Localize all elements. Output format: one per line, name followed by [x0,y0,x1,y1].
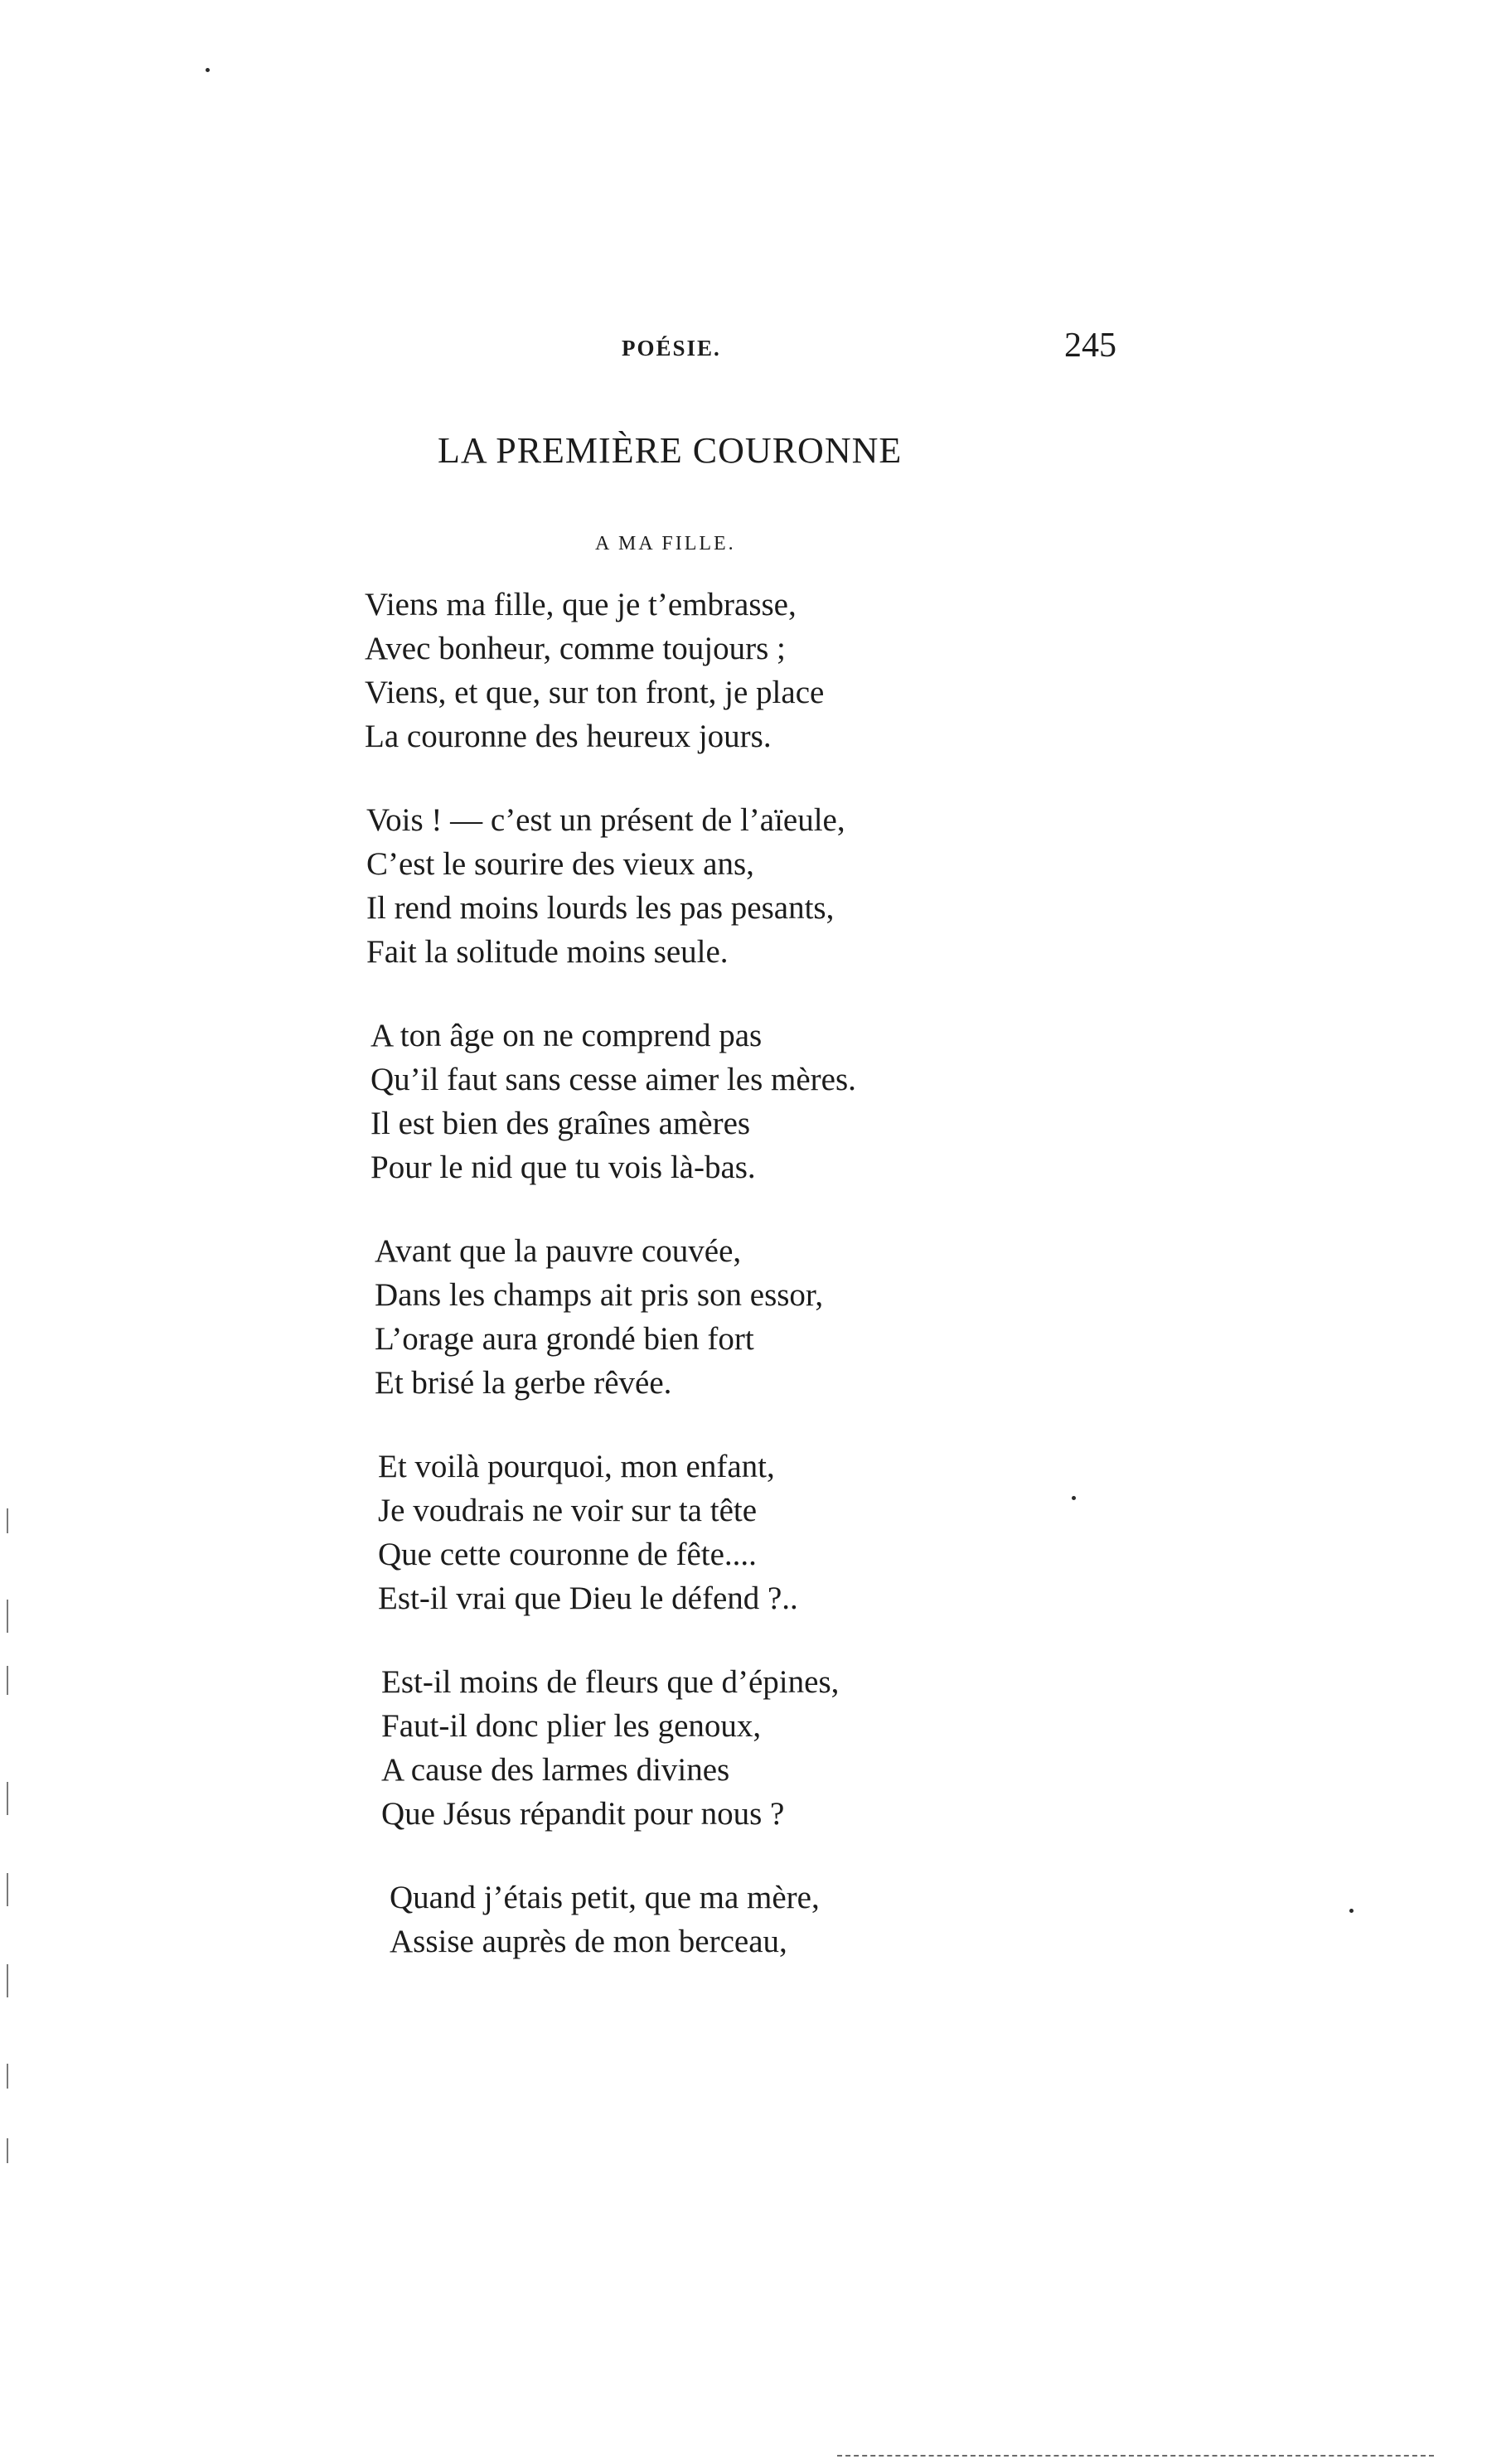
scan-edge-mark [7,1782,8,1815]
verse-line: A ton âge on ne comprend pas [370,1018,763,1053]
verse-line: Fait la solitude moins seule. [366,934,729,970]
page-number: 245 [1064,327,1116,365]
verse-line: Viens ma fille, que je t’embrasse, [365,587,797,622]
stanza-3 [370,1014,1111,1189]
verse-line: Pour le nid que tu vois là-bas. [370,1150,756,1185]
verse-line: Avec bonheur, comme toujours ; [365,631,786,666]
verse-line: Il rend moins lourds les pas pesants, [366,890,835,926]
verse-line: Et voilà pourquoi, mon enfant, [378,1449,775,1484]
verse-line: Avant que la pauvre couvée, [375,1233,742,1269]
ink-speck [1072,1496,1076,1500]
verse-line: Je voudrais ne voir sur ta tête [378,1493,758,1528]
verse-line: A cause des larmes divines [381,1752,730,1788]
scan-edge-mark [7,2064,8,2089]
verse-line: Que Jésus répandit pour nous ? [381,1796,785,1832]
scan-edge-mark [7,1964,8,1997]
verse-line: C’est le sourire des vieux ans, [366,846,754,882]
bottom-edge-rule [837,2455,1434,2457]
stanza-1 [365,583,1111,758]
poem-body [365,583,1111,2003]
stanza-5 [378,1445,1111,1620]
verse-line: Dans les champs ait pris son essor, [375,1277,824,1313]
scan-edge-mark [7,1600,8,1633]
stanza-7 [390,1876,1111,1963]
verse-line: Que cette couronne de fête.... [378,1537,757,1572]
verse-line: Quand j’étais petit, que ma mère, [390,1880,820,1915]
verse-line: L’orage aura grondé bien fort [375,1321,754,1357]
verse-line: La couronne des heureux jours. [365,719,772,754]
verse-line: Et brisé la gerbe rêvée. [375,1365,672,1401]
running-head: POÉSIE. [622,336,721,361]
poem-dedication: A MA FILLE. [595,533,736,554]
stanza-4 [375,1229,1111,1405]
verse-line: Viens, et que, sur ton front, je place [365,675,825,710]
verse-line: Il est bien des graînes amères [370,1106,751,1141]
verse-line: Faut-il donc plier les genoux, [381,1708,762,1744]
verse-line: Qu’il faut sans cesse aimer les mères. [370,1062,856,1097]
verse-line: Vois ! — c’est un présent de l’aïeule, [366,802,845,838]
stanza-2 [366,798,1111,974]
ink-speck [206,68,210,72]
scan-edge-mark [7,1873,8,1906]
scan-edge-mark [7,2138,8,2163]
verse-line: Assise auprès de mon berceau, [390,1924,787,1959]
verse-line: Est-il vrai que Dieu le défend ?.. [378,1581,798,1616]
scan-edge-mark [7,1666,8,1695]
ink-speck [1349,1909,1354,1913]
scan-edge-mark [7,1508,8,1533]
poem-title: LA PREMIÈRE COURONNE [438,430,903,471]
verse-line: Est-il moins de fleurs que d’épines, [381,1664,840,1700]
stanza-6 [381,1660,1111,1836]
